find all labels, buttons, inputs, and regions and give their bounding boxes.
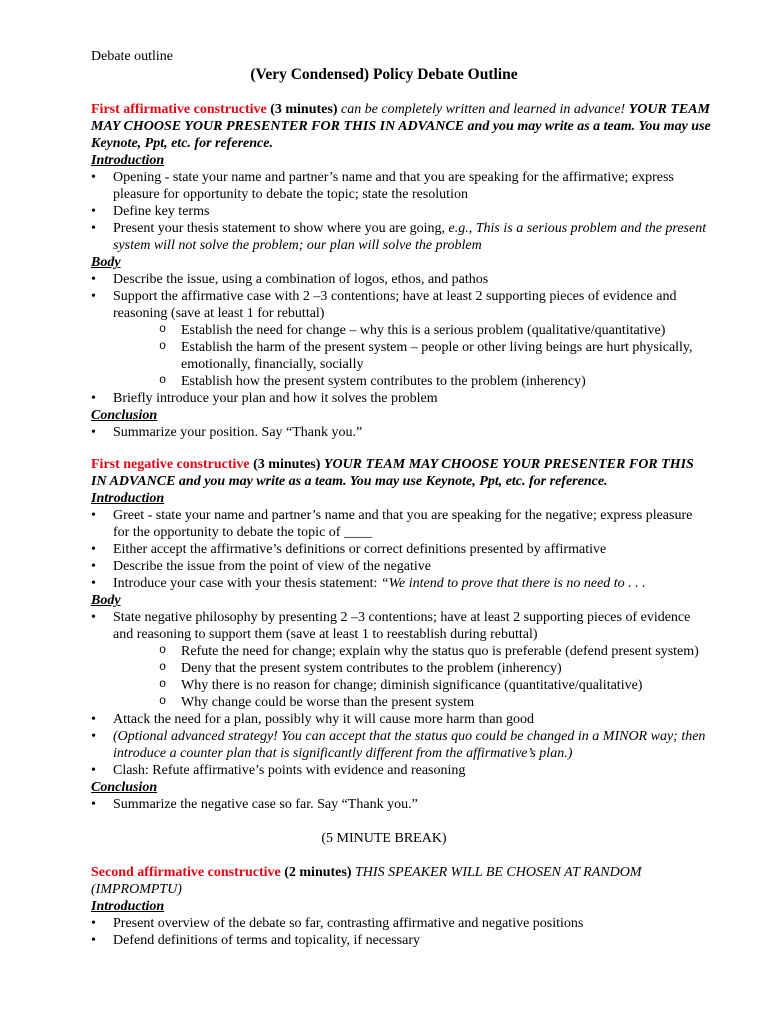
- body-list-cont: [91, 390, 711, 407]
- section-note: THIS SPEAKER WILL BE CHOSEN AT RANDOM (IMPROMPTU): [91, 865, 642, 897]
- list-item: • Describe the issue from the point of view of the negative: [91, 558, 711, 575]
- sub-list-item: o Refute the need for change; explain why the status quo is preferable (defend present system): [159, 643, 711, 660]
- list-item: [91, 575, 711, 592]
- time-limit: (2 minutes): [284, 865, 352, 880]
- sub-list-item: o Deny that the present system contributes to the problem (inherency): [159, 660, 711, 677]
- speaker-role: First negative constructive: [91, 457, 250, 472]
- list-item: • Summarize your position. Say “Thank you.”: [91, 424, 711, 441]
- subheading-body: Body: [91, 593, 121, 608]
- list-item: • State negative philosophy by presenting 2 –3 contentions; have at least 2 supporting pieces of evidence and reasoning to support them (save at least 1 to reestablish during rebuttal): [91, 609, 711, 643]
- intro-list: [91, 169, 711, 254]
- body-list-cont: [91, 711, 711, 779]
- subheading-body: Body: [91, 255, 121, 270]
- break-notice: (5 MINUTE BREAK): [321, 831, 447, 846]
- speaker-role: Second affirmative constructive: [91, 865, 281, 880]
- sub-list-item: o Establish the harm of the present system – people or other living beings are hurt physically, emotionally, financially, socially: [159, 339, 711, 373]
- list-item: • Attack the need for a plan, possibly why it will cause more harm than good: [91, 711, 711, 728]
- section-second-affirmative: [91, 864, 711, 949]
- section-note-bold: YOUR TEAM MAY CHOOSE YOUR PRESENTER FOR THIS IN ADVANCE and you may write as a team. You may use Keynote, Ppt, etc. for reference.: [91, 102, 711, 151]
- conclusion-list: [91, 424, 711, 441]
- subheading-introduction: Introduction: [91, 153, 165, 168]
- section-heading: [91, 101, 711, 152]
- list-item: • Summarize the negative case so far. Say “Thank you.”: [91, 796, 711, 813]
- section-note-bold: YOUR TEAM MAY CHOOSE YOUR PRESENTER FOR THIS IN ADVANCE and you may write as a team. You may use Keynote, Ppt, etc. for reference.: [91, 457, 694, 489]
- subheading-introduction: Introduction: [91, 491, 165, 506]
- intro-list: [91, 507, 711, 592]
- subheading-conclusion: Conclusion: [91, 780, 158, 795]
- list-item-text: Introduce your case with your thesis statement:: [113, 576, 378, 591]
- intro-list: [91, 915, 711, 949]
- list-item: • Present overview of the debate so far, contrasting affirmative and negative positions: [91, 915, 711, 932]
- section-heading: [91, 864, 711, 898]
- list-item-optional: • (Optional advanced strategy! You can accept that the status quo could be changed in a MINOR way; then introduce a counter plan that is significantly different from the affirmative’s plan.): [91, 728, 711, 762]
- conclusion-list: [91, 796, 711, 813]
- list-item-text: Present your thesis statement to show where you are going,: [113, 221, 446, 236]
- list-item: • Define key terms: [91, 203, 711, 220]
- list-item-quote: “We intend to prove that there is no need to . . .: [380, 576, 646, 591]
- list-item: [91, 220, 711, 254]
- body-sublist: [91, 643, 711, 711]
- section-first-affirmative: [91, 101, 711, 441]
- sub-list-item: o Why change could be worse than the present system: [159, 694, 711, 711]
- body-sublist: [91, 322, 711, 390]
- list-item: • Describe the issue, using a combination of logos, ethos, and pathos: [91, 271, 711, 288]
- list-item: • Clash: Refute affirmative’s points with evidence and reasoning: [91, 762, 711, 779]
- sub-list-item: o Establish how the present system contributes to the problem (inherency): [159, 373, 711, 390]
- sub-list-item: o Why there is no reason for change; diminish significance (quantitative/qualitative): [159, 677, 711, 694]
- subheading-introduction: Introduction: [91, 899, 165, 914]
- list-item: • Defend definitions of terms and topicality, if necessary: [91, 932, 711, 949]
- list-item: • Opening - state your name and partner’s name and that you are speaking for the affirmative; express pleasure for opportunity to debate the topic; state the resolution: [91, 169, 711, 203]
- list-item: • Support the affirmative case with 2 –3 contentions; have at least 2 supporting pieces of evidence and reasoning (save at least 1 for rebuttal): [91, 288, 711, 322]
- section-heading: [91, 456, 711, 490]
- document-label: Debate outline: [91, 49, 174, 64]
- time-limit: (3 minutes): [270, 102, 338, 117]
- list-item: • Greet - state your name and partner’s name and that you are speaking for the negative; express pleasure for the opportunity to debate the topic of ____: [91, 507, 711, 541]
- list-item-example: e.g., This is a serious problem and the present system will not solve the problem; our plan will solve the problem: [113, 221, 707, 253]
- time-limit: (3 minutes): [253, 457, 321, 472]
- speaker-role: First affirmative constructive: [91, 102, 267, 117]
- body-list: [91, 271, 711, 322]
- body-list: [91, 609, 711, 643]
- subheading-conclusion: Conclusion: [91, 408, 158, 423]
- section-note: can be completely written and learned in advance!: [341, 102, 626, 117]
- sub-list-item: o Establish the need for change – why this is a serious problem (qualitative/quantitative): [159, 322, 711, 339]
- section-first-negative: [91, 456, 711, 813]
- list-item: • Either accept the affirmative’s definitions or correct definitions presented by affirmative: [91, 541, 711, 558]
- list-item: • Briefly introduce your plan and how it solves the problem: [91, 390, 711, 407]
- page-title: (Very Condensed) Policy Debate Outline: [250, 66, 518, 83]
